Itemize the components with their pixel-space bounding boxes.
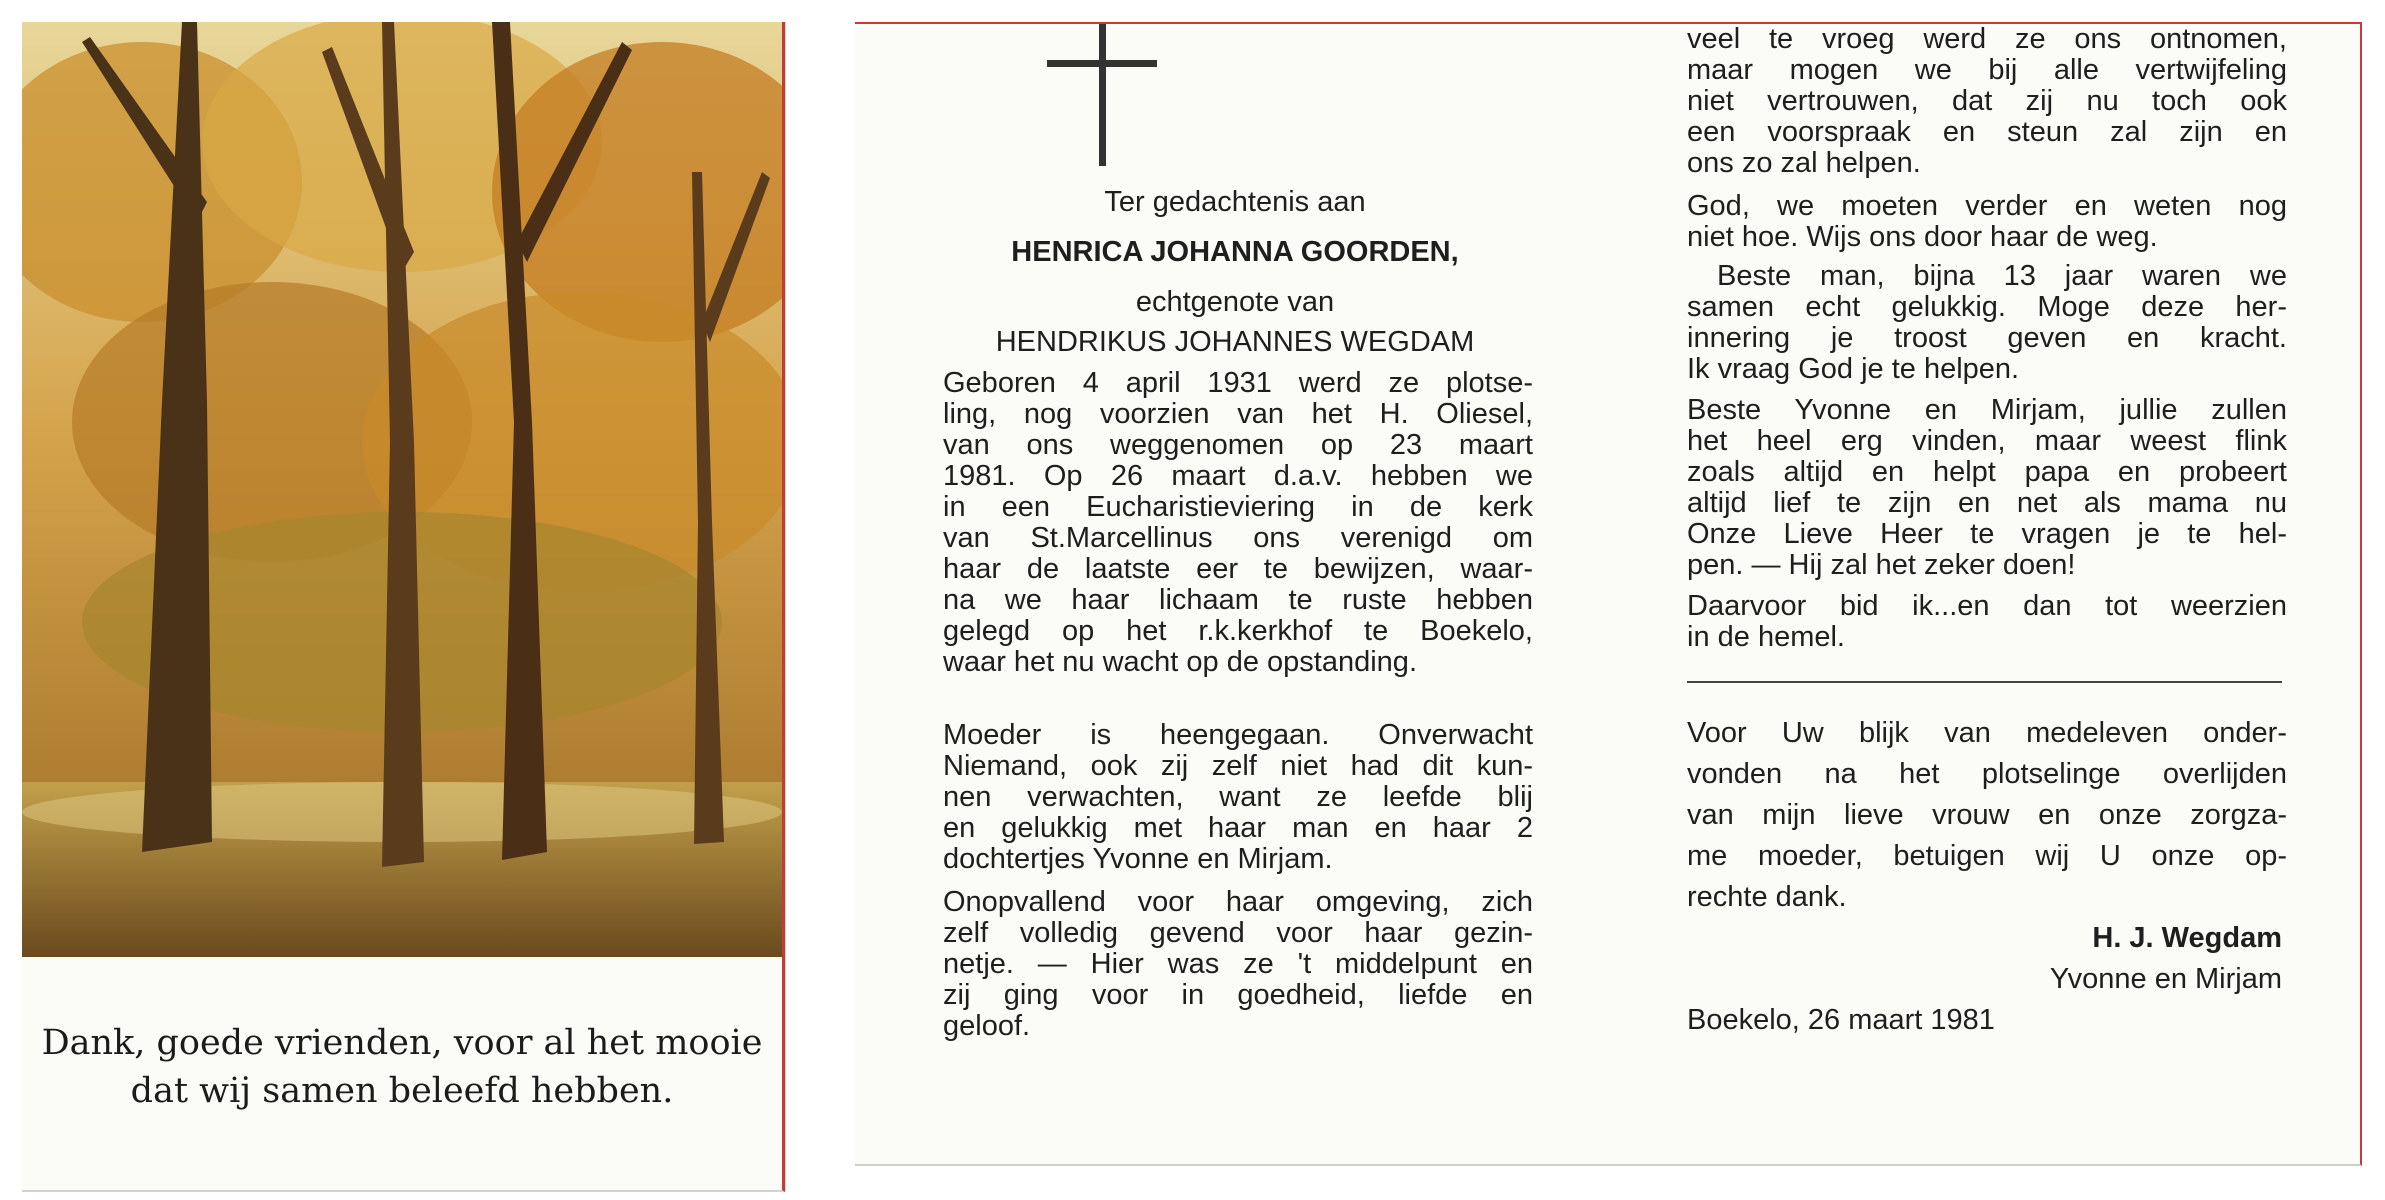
text-line: God, we moeten verder en weten nog: [1687, 190, 2287, 222]
thanks-paragraph: [1687, 713, 2287, 918]
text-line: in een Eucharistieviering in de kerk: [943, 491, 1533, 523]
text-line: Ik vraag God je te helpen.: [1687, 353, 2020, 385]
text-line: dochtertjes Yvonne en Mirjam.: [943, 843, 1333, 875]
text-line: rechte dank.: [1687, 881, 1847, 913]
intro-text: Ter gedachtenis aan: [1104, 186, 1366, 218]
text-line: van St.Marcellinus ons verenigd om: [943, 522, 1533, 554]
text-line: Moeder is heengegaan. Onverwacht: [943, 719, 1533, 751]
left-paragraph: [943, 887, 1533, 1042]
text-line: Beste Yvonne en Mirjam, jullie zullen: [1687, 394, 2287, 426]
text-line: netje. — Hier was ze 't middelpunt en: [943, 948, 1533, 980]
text-line: 1981. Op 26 maart d.a.v. hebben we: [943, 460, 1533, 492]
text-line: haar de laatste eer te bewijzen, waar-: [943, 553, 1533, 585]
caption-line-1: Dank, goede vrienden, voor al het mooie: [41, 1023, 763, 1063]
text-line: nen verwachten, want ze leefde blij: [943, 781, 1533, 813]
right-paragraph: [1687, 191, 2287, 253]
text-line: Onopvallend voor haar omgeving, zich: [943, 886, 1533, 918]
left-paragraph: [943, 720, 1533, 875]
text-line: van ons weggenomen op 23 maart: [943, 429, 1533, 461]
signature-name: H. J. Wegdam: [2092, 922, 2282, 954]
left-column: [943, 368, 1533, 1042]
text-line: Daarvoor bid ik...en dan tot weerzien: [1687, 590, 2287, 622]
text-line: Niemand, ook zij zelf niet had dit kun-: [943, 750, 1533, 782]
text-line: pen. — Hij zal het zeker doen!: [1687, 549, 2076, 581]
relation-text: echtgenote van: [1135, 286, 1335, 318]
text-line: gelegd op het r.k.kerkhof te Boekelo,: [943, 615, 1533, 647]
text-line: niet hoe. Wijs ons door haar de weg.: [1687, 221, 2158, 253]
text-line: innering je troost geven en kracht.: [1687, 322, 2287, 354]
inside-card: [855, 22, 2362, 1166]
text-line: Geboren 4 april 1931 werd ze plotse-: [943, 367, 1533, 399]
text-line: Onze Lieve Heer te vragen je te hel-: [1687, 518, 2287, 550]
left-paragraph: [943, 368, 1533, 678]
text-line: zoals altijd en helpt papa en probeert: [1687, 456, 2287, 488]
text-line: in de hemel.: [1687, 621, 1845, 653]
husband-name: HENDRIKUS JOHANNES WEGDAM: [995, 326, 1475, 358]
place-date: Boekelo, 26 maart 1981: [1687, 1004, 1995, 1036]
autumn-forest-photo: [22, 22, 782, 957]
text-line: samen echt gelukkig. Moge deze her-: [1687, 291, 2287, 323]
text-line: me moeder, betuigen wij U onze op-: [1687, 840, 2287, 872]
deceased-name: HENRICA JOHANNA GOORDEN,: [1011, 236, 1459, 268]
text-line: na we haar lichaam te ruste hebben: [943, 584, 1533, 616]
text-line: Voor Uw blijk van medeleven onder-: [1687, 717, 2287, 749]
right-paragraph: [1687, 261, 2287, 385]
right-column: [1687, 24, 2287, 1041]
front-card: [22, 22, 785, 1192]
divider: [1687, 681, 2282, 683]
cross-icon: [1047, 24, 1157, 166]
text-line: altijd lief te zijn en net als mama nu: [1687, 487, 2287, 519]
text-line: het heel erg vinden, maar weest flink: [1687, 425, 2287, 457]
text-line: en gelukkig met haar man en haar 2: [943, 812, 1533, 844]
text-line: geloof.: [943, 1010, 1031, 1042]
text-line: zij ging voor in goedheid, liefde en: [943, 979, 1533, 1011]
right-paragraph: [1687, 24, 2287, 179]
text-line: Beste man, bijna 13 jaar waren we: [1717, 260, 2287, 292]
text-line: van mijn lieve vrouw en onze zorgza-: [1687, 799, 2287, 831]
text-line: waar het nu wacht op de opstanding.: [943, 646, 1417, 678]
text-line: maar mogen we bij alle vertwijfeling: [1687, 54, 2287, 86]
text-line: niet vertrouwen, dat zij nu toch ook: [1687, 85, 2287, 117]
text-line: vonden na het plotselinge overlijden: [1687, 758, 2287, 790]
caption-line-2: dat wij samen beleefd hebben.: [130, 1071, 674, 1111]
text-line: veel te vroeg werd ze ons ontnomen,: [1687, 23, 2287, 55]
text-line: ons zo zal helpen.: [1687, 147, 1921, 179]
text-line: een voorspraak en steun zal zijn en: [1687, 116, 2287, 148]
text-line: zelf volledig gevend voor haar gezin-: [943, 917, 1533, 949]
right-paragraph: [1687, 591, 2287, 653]
signature-daughters: Yvonne en Mirjam: [2049, 963, 2282, 995]
card-caption: [22, 957, 782, 1190]
text-line: ling, nog voorzien van het H. Oliesel,: [943, 398, 1533, 430]
right-paragraph: [1687, 395, 2287, 581]
